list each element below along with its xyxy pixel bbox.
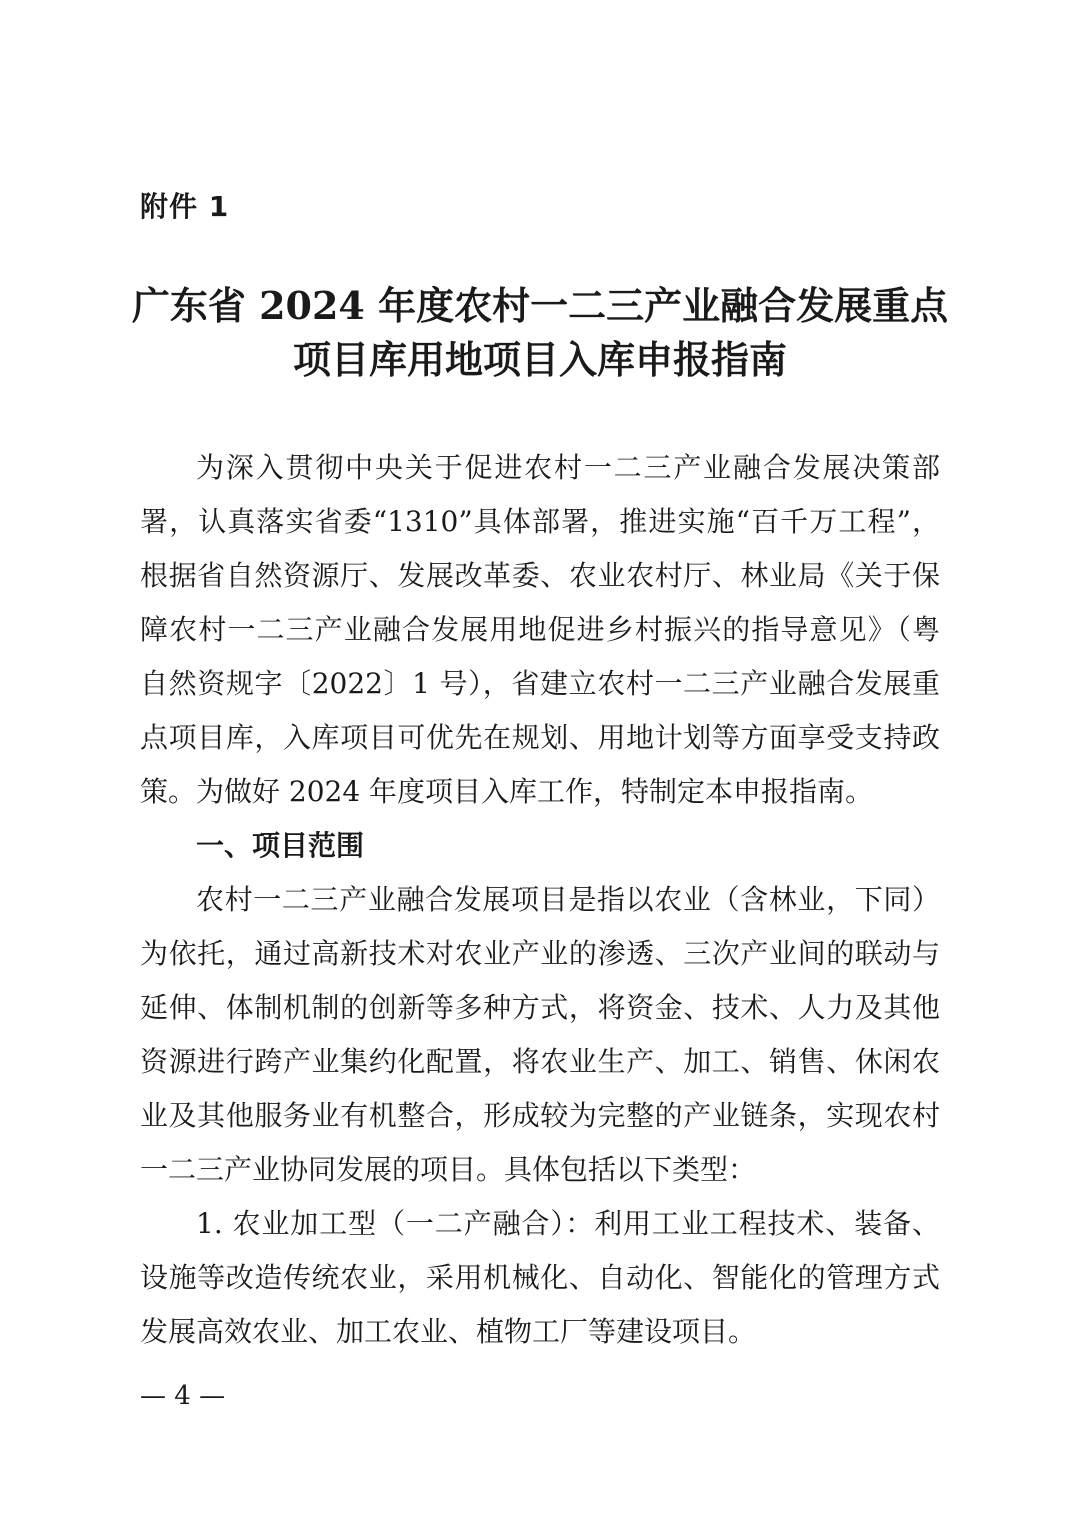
intro-line: 根据省自然资源厅、发展改革委、农业农村厅、林业局《关于保 [140, 559, 940, 592]
intro-line: 障农村一二三产业融合发展用地促进乡村振兴的指导意见》（粤 [140, 613, 940, 646]
item-line: 1. 农业加工型（一二产融合）：利用工业工程技术、装备、 [196, 1207, 940, 1240]
item-line: 发展高效农业、加工农业、植物工厂等建设项目。 [140, 1315, 757, 1348]
section-line: 业及其他服务业有机整合，形成较为完整的产业链条，实现农村 [140, 1099, 940, 1132]
page-number: — 4 — [140, 1381, 226, 1411]
intro-line: 自然资规字〔2022〕1 号），省建立农村一二三产业融合发展重 [140, 667, 940, 700]
section-line: 农村一二三产业融合发展项目是指以农业（含林业，下同） [196, 883, 940, 916]
document-title-line-2: 项目库用地项目入库申报指南 [292, 337, 787, 382]
intro-line: 策。为做好 2024 年度项目入库工作，特制定本申报指南。 [140, 775, 874, 808]
intro-line: 为深入贯彻中央关于促进农村一二三产业融合发展决策部 [196, 451, 940, 484]
section-line: 为依托，通过高新技术对农业产业的渗透、三次产业间的联动与 [140, 937, 940, 970]
document-title-line-1: 广东省 2024 年度农村一二三产业融合发展重点 [131, 283, 949, 328]
attachment-label: 附件 1 [140, 190, 230, 223]
section-line: 资源进行跨产业集约化配置，将农业生产、加工、销售、休闲农 [140, 1045, 940, 1078]
intro-line: 点项目库，入库项目可优先在规划、用地计划等方面享受支持政 [140, 721, 940, 754]
intro-line: 署，认真落实省委“1310”具体部署，推进实施“百千万工程”， [140, 505, 940, 538]
section-line: 延伸、体制机制的创新等多种方式，将资金、技术、人力及其他 [140, 991, 940, 1024]
section-line: 一二三产业协同发展的项目。具体包括以下类型： [140, 1153, 757, 1186]
section-heading: 一、项目范围 [196, 829, 365, 862]
item-line: 设施等改造传统农业，采用机械化、自动化、智能化的管理方式 [140, 1261, 940, 1294]
